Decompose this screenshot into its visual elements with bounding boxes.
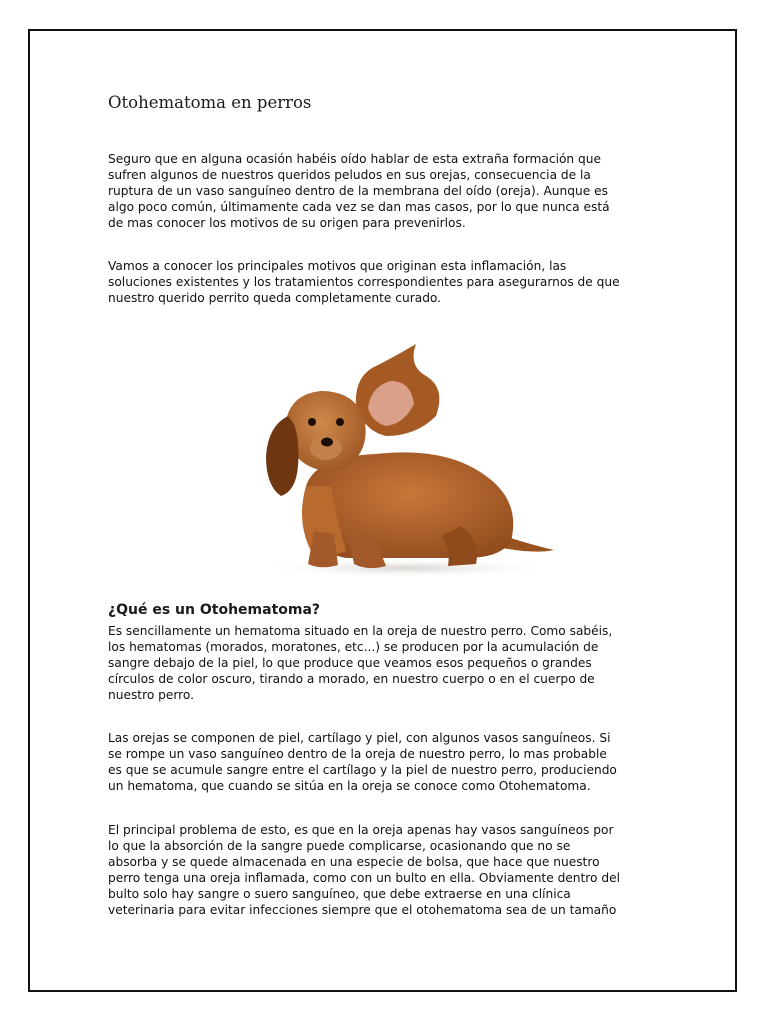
text-line: de mas conocer los motivos de su origen para prevenirlos. xyxy=(108,216,466,230)
text-line: es que se acumule sangre entre el cartílago y la piel de nuestro perro, produciendo xyxy=(108,763,617,777)
text-line: ruptura de un vaso sanguíneo dentro de la membrana del oído (oreja). Aunque es xyxy=(108,184,608,198)
text-line: nuestro querido perrito queda completamente curado. xyxy=(108,291,442,305)
text-line: círculos de color oscuro, tirando a morado, en nuestro cuerpo o en el cuerpo de xyxy=(108,672,595,686)
text-line: algo poco común, últimamente cada vez se dan mas casos, por lo que nunca está xyxy=(108,200,610,214)
text-line: bulto solo hay sangre o suero sanguíneo, que debe extraerse en una clínica xyxy=(108,887,571,901)
text-line: soluciones existentes y los tratamientos correspondientes para asegurarnos de que xyxy=(108,275,620,289)
dog-eye-right xyxy=(336,418,344,426)
text-line: un hematoma, que cuando se sitúa en la oreja se conoce como Otohematoma. xyxy=(108,779,591,793)
document-title: Otohematoma en perros xyxy=(108,93,312,112)
text-line: los hematomas (morados, moratones, etc...) se producen por la acumulación de xyxy=(108,640,599,654)
text-line: sangre debajo de la piel, lo que produce que veamos esos pequeños o grandes xyxy=(108,656,592,670)
text-line: se rompe un vaso sanguíneo dentro de la oreja de nuestro perro, lo mas probable xyxy=(108,747,607,761)
text-line: absorba y se quede almacenada en una especie de bolsa, que hace que nuestro xyxy=(108,855,600,869)
dog-nose xyxy=(321,438,333,447)
text-line: veterinaria para evitar infecciones siempre que el otohematoma sea de un tamaño xyxy=(108,903,617,917)
dog-photo xyxy=(236,336,566,578)
intro-paragraph-1 xyxy=(108,151,683,231)
section-heading: ¿Qué es un Otohematoma? xyxy=(108,602,321,618)
section-paragraph-2 xyxy=(108,730,683,794)
text-line: Vamos a conocer los principales motivos que originan esta inflamación, las xyxy=(108,259,567,273)
text-line: nuestro perro. xyxy=(108,688,195,702)
text-line: Es sencillamente un hematoma situado en la oreja de nuestro perro. Como sabéis, xyxy=(108,624,613,638)
text-line: Seguro que en alguna ocasión habéis oído hablar de esta extraña formación que xyxy=(108,152,601,166)
document-page xyxy=(28,29,737,992)
text-line: sufren algunos de nuestros queridos peludos en sus orejas, consecuencia de la xyxy=(108,168,591,182)
floor-shadow xyxy=(256,558,556,578)
text-line: lo que la absorción de la sangre puede complicarse, ocasionando que no se xyxy=(108,839,571,853)
dog-eye-left xyxy=(308,418,316,426)
text-line: Las orejas se componen de piel, cartílago y piel, con algunos vasos sanguíneos. Si xyxy=(108,731,611,745)
text-line: perro tenga una oreja inflamada, como con un bulto en ella. Obviamente dentro del xyxy=(108,871,620,885)
section-paragraph-1 xyxy=(108,623,683,703)
section-paragraph-3 xyxy=(108,822,683,918)
intro-paragraph-2 xyxy=(108,258,683,306)
text-line: El principal problema de esto, es que en la oreja apenas hay vasos sanguíneos por xyxy=(108,823,614,837)
dog-hanging-ear xyxy=(266,416,299,496)
